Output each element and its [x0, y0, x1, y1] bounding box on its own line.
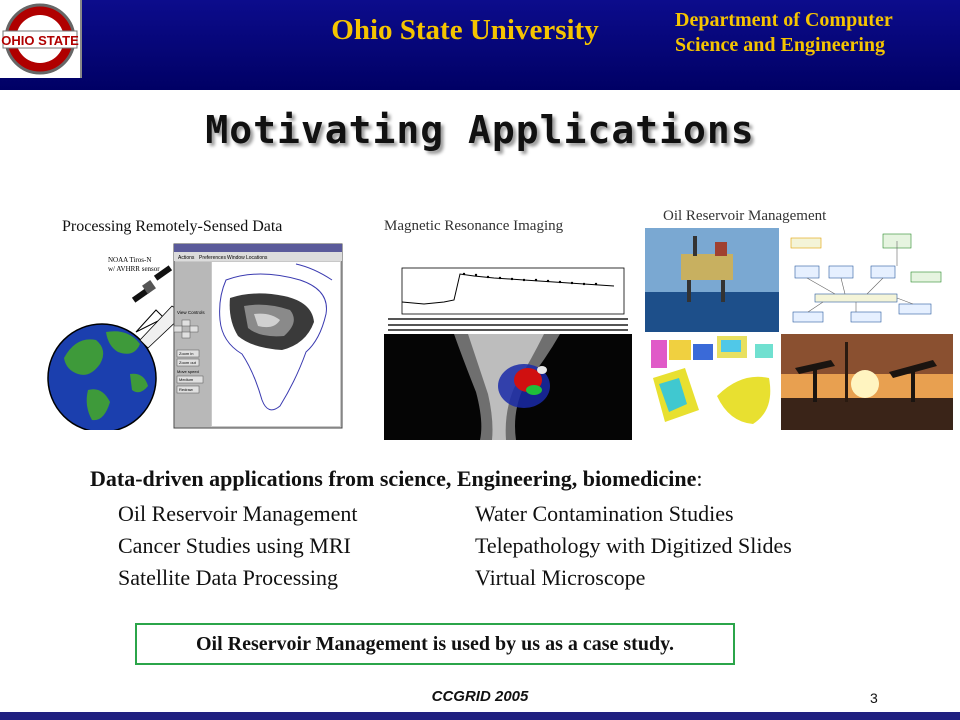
applications-column-right	[475, 498, 792, 594]
satellite-label-2: w/ AVHRR sensor	[108, 265, 160, 273]
page-number: 3	[870, 690, 878, 706]
case-study-note: Oil Reservoir Management is used by us as a case study.	[135, 623, 735, 665]
oil-caption: Oil Reservoir Management	[663, 208, 827, 224]
menu-window: Window	[227, 255, 245, 261]
mri-plot	[384, 262, 632, 334]
remote-sensing-caption: Processing Remotely-Sensed Data	[62, 218, 283, 235]
applications-column-left	[118, 498, 358, 594]
reservoir-visualization	[645, 334, 779, 430]
list-item: Telepathology with Digitized Slides	[475, 533, 792, 558]
oil-figure	[645, 228, 953, 430]
zoom-in-button: Zoom in	[179, 351, 194, 356]
zoom-out-button: Zoom out	[179, 360, 196, 365]
list-item: Water Contamination Studies	[475, 501, 734, 526]
department-line-1: Department of Computer	[675, 9, 893, 31]
menu-actions: Actions	[178, 255, 195, 261]
header-banner	[0, 0, 960, 92]
remote-sensing-figure	[44, 240, 344, 430]
redraw-button: Redraw	[179, 387, 193, 392]
slide-title: Motivating Applications	[205, 108, 755, 152]
list-item: Virtual Microscope	[475, 565, 646, 590]
applications-intro-colon: :	[696, 466, 703, 491]
applications-intro-text: Data-driven applications from science, Engineering, biomedicine	[90, 466, 697, 491]
conference-label: CCGRID 2005	[431, 688, 529, 705]
list-item: Oil Reservoir Management	[118, 501, 358, 526]
mri-figure	[384, 262, 632, 440]
footer-bar	[0, 712, 960, 720]
university-name: Ohio State University	[331, 14, 599, 46]
list-item: Cancer Studies using MRI	[118, 533, 351, 558]
satellite-label-1: NOAA Tiros-N	[108, 256, 152, 264]
move-speed-label: Move speed	[177, 369, 199, 374]
header-divider	[0, 90, 960, 92]
view-controls-label: View Controls	[177, 310, 205, 315]
department-name	[675, 8, 945, 58]
logo-text: OHIO STATE	[1, 33, 79, 48]
mri-caption: Magnetic Resonance Imaging	[384, 218, 564, 234]
viewer-window	[174, 244, 342, 428]
oil-pump-photo	[781, 334, 953, 430]
department-line-2: Science and Engineering	[675, 34, 886, 56]
applications-intro	[90, 466, 703, 492]
workflow-diagram	[781, 228, 953, 332]
oil-platform-photo	[645, 228, 779, 332]
menu-preferences: Preferences	[199, 255, 226, 261]
ohio-state-logo	[0, 0, 82, 78]
menu-locations: Locations	[246, 255, 268, 261]
list-item: Satellite Data Processing	[118, 565, 338, 590]
speed-select: Medium	[179, 377, 194, 382]
